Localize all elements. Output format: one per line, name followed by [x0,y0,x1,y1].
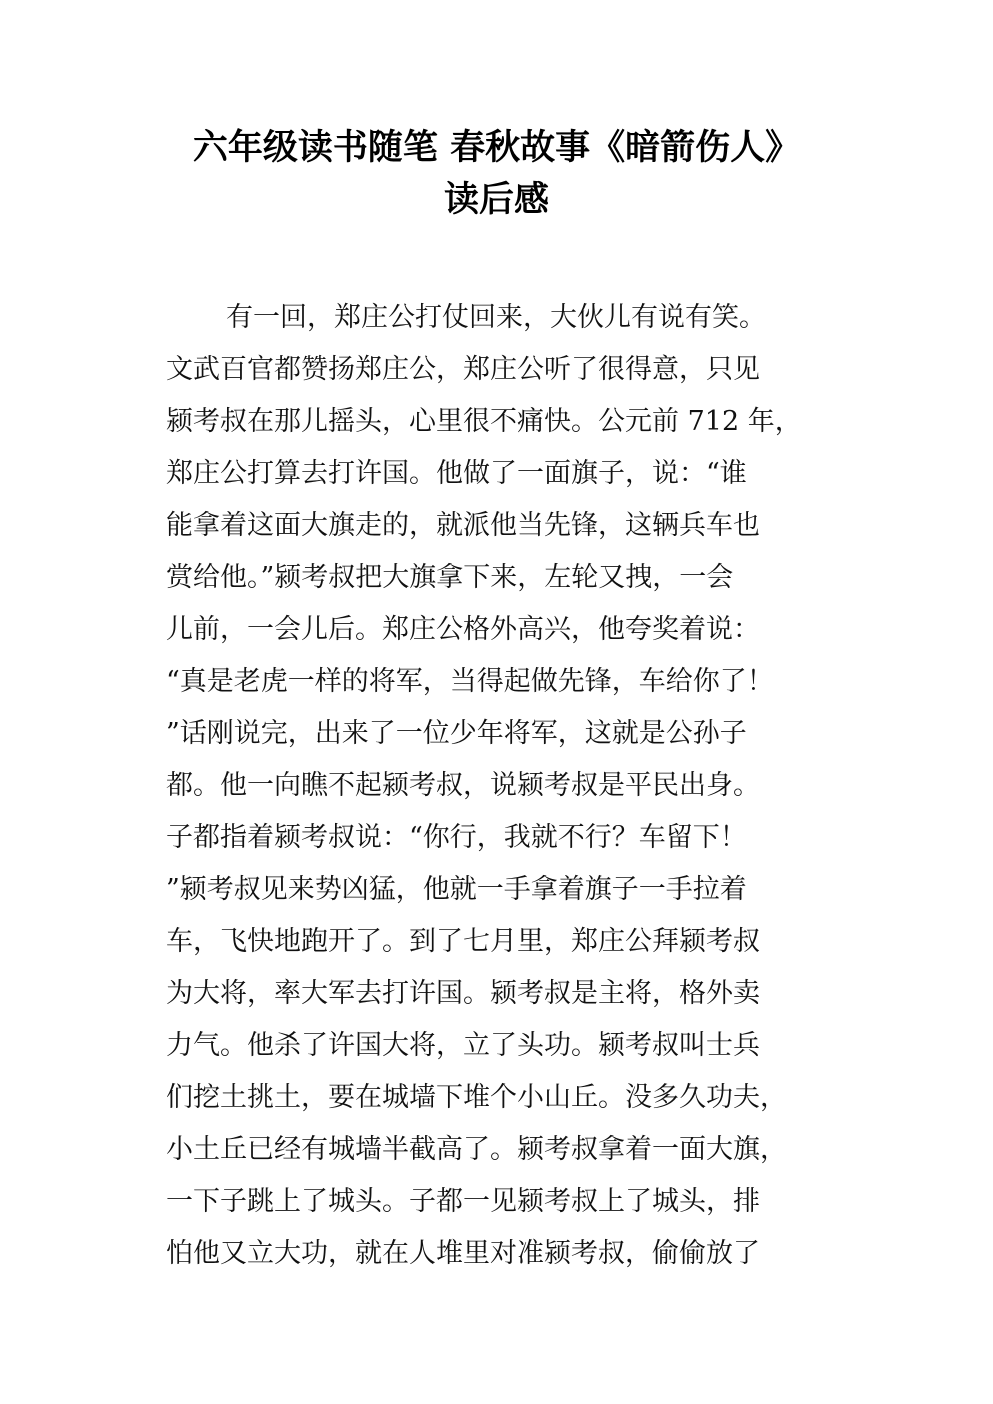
body-line: 颍考叔在那儿摇头，心里很不痛快。公元前 712 年， [166,406,802,437]
document-title [150,122,843,226]
title-line-1: 六年级读书随笔 春秋故事《暗箭伤人》 [192,128,801,168]
body-line: 们挖土挑土，要在城墙下堆个小山丘。没多久功夫， [166,1082,787,1113]
body-line: ”颍考叔见来势凶猛，他就一手拿着旗子一手拉着 [166,874,747,905]
body-line: 车，飞快地跑开了。到了七月里，郑庄公拜颍考叔 [166,926,760,957]
body-line: 怕他又立大功，就在人堆里对准颍考叔，偷偷放了 [166,1238,760,1269]
body-line: 能拿着这面大旗走的，就派他当先锋，这辆兵车也 [166,510,760,541]
body-line: 子都指着颍考叔说：“你行，我就不行？车留下！ [166,822,747,853]
title-line-2: 读后感 [443,180,549,220]
body-line: 都。他一向瞧不起颍考叔，说颍考叔是平民出身。 [166,770,760,801]
body-line: 有一回，郑庄公打仗回来，大伙儿有说有笑。 [226,302,766,333]
body-line: 文武百官都赞扬郑庄公，郑庄公听了很得意，只见 [166,354,760,385]
body-line: ”话刚说完，出来了一位少年将军，这就是公孙子 [166,718,747,749]
body-line: “真是老虎一样的将军，当得起做先锋，车给你了！ [166,666,774,697]
body-line: 为大将，率大军去打许国。颍考叔是主将，格外卖 [166,978,760,1009]
body-line: 儿前，一会儿后。郑庄公格外高兴，他夸奖着说： [166,614,760,645]
body-paragraph [166,292,838,1280]
body-line: 一下子跳上了城头。子都一见颍考叔上了城头，排 [166,1186,760,1217]
body-line: 赏给他。”颍考叔把大旗拿下来，左轮又拽，一会 [166,562,734,593]
body-line: 郑庄公打算去打许国。他做了一面旗子，说：“谁 [166,458,747,489]
body-line: 力气。他杀了许国大将，立了头功。颍考叔叫士兵 [166,1030,760,1061]
body-line: 小土丘已经有城墙半截高了。颍考叔拿着一面大旗， [166,1134,787,1165]
